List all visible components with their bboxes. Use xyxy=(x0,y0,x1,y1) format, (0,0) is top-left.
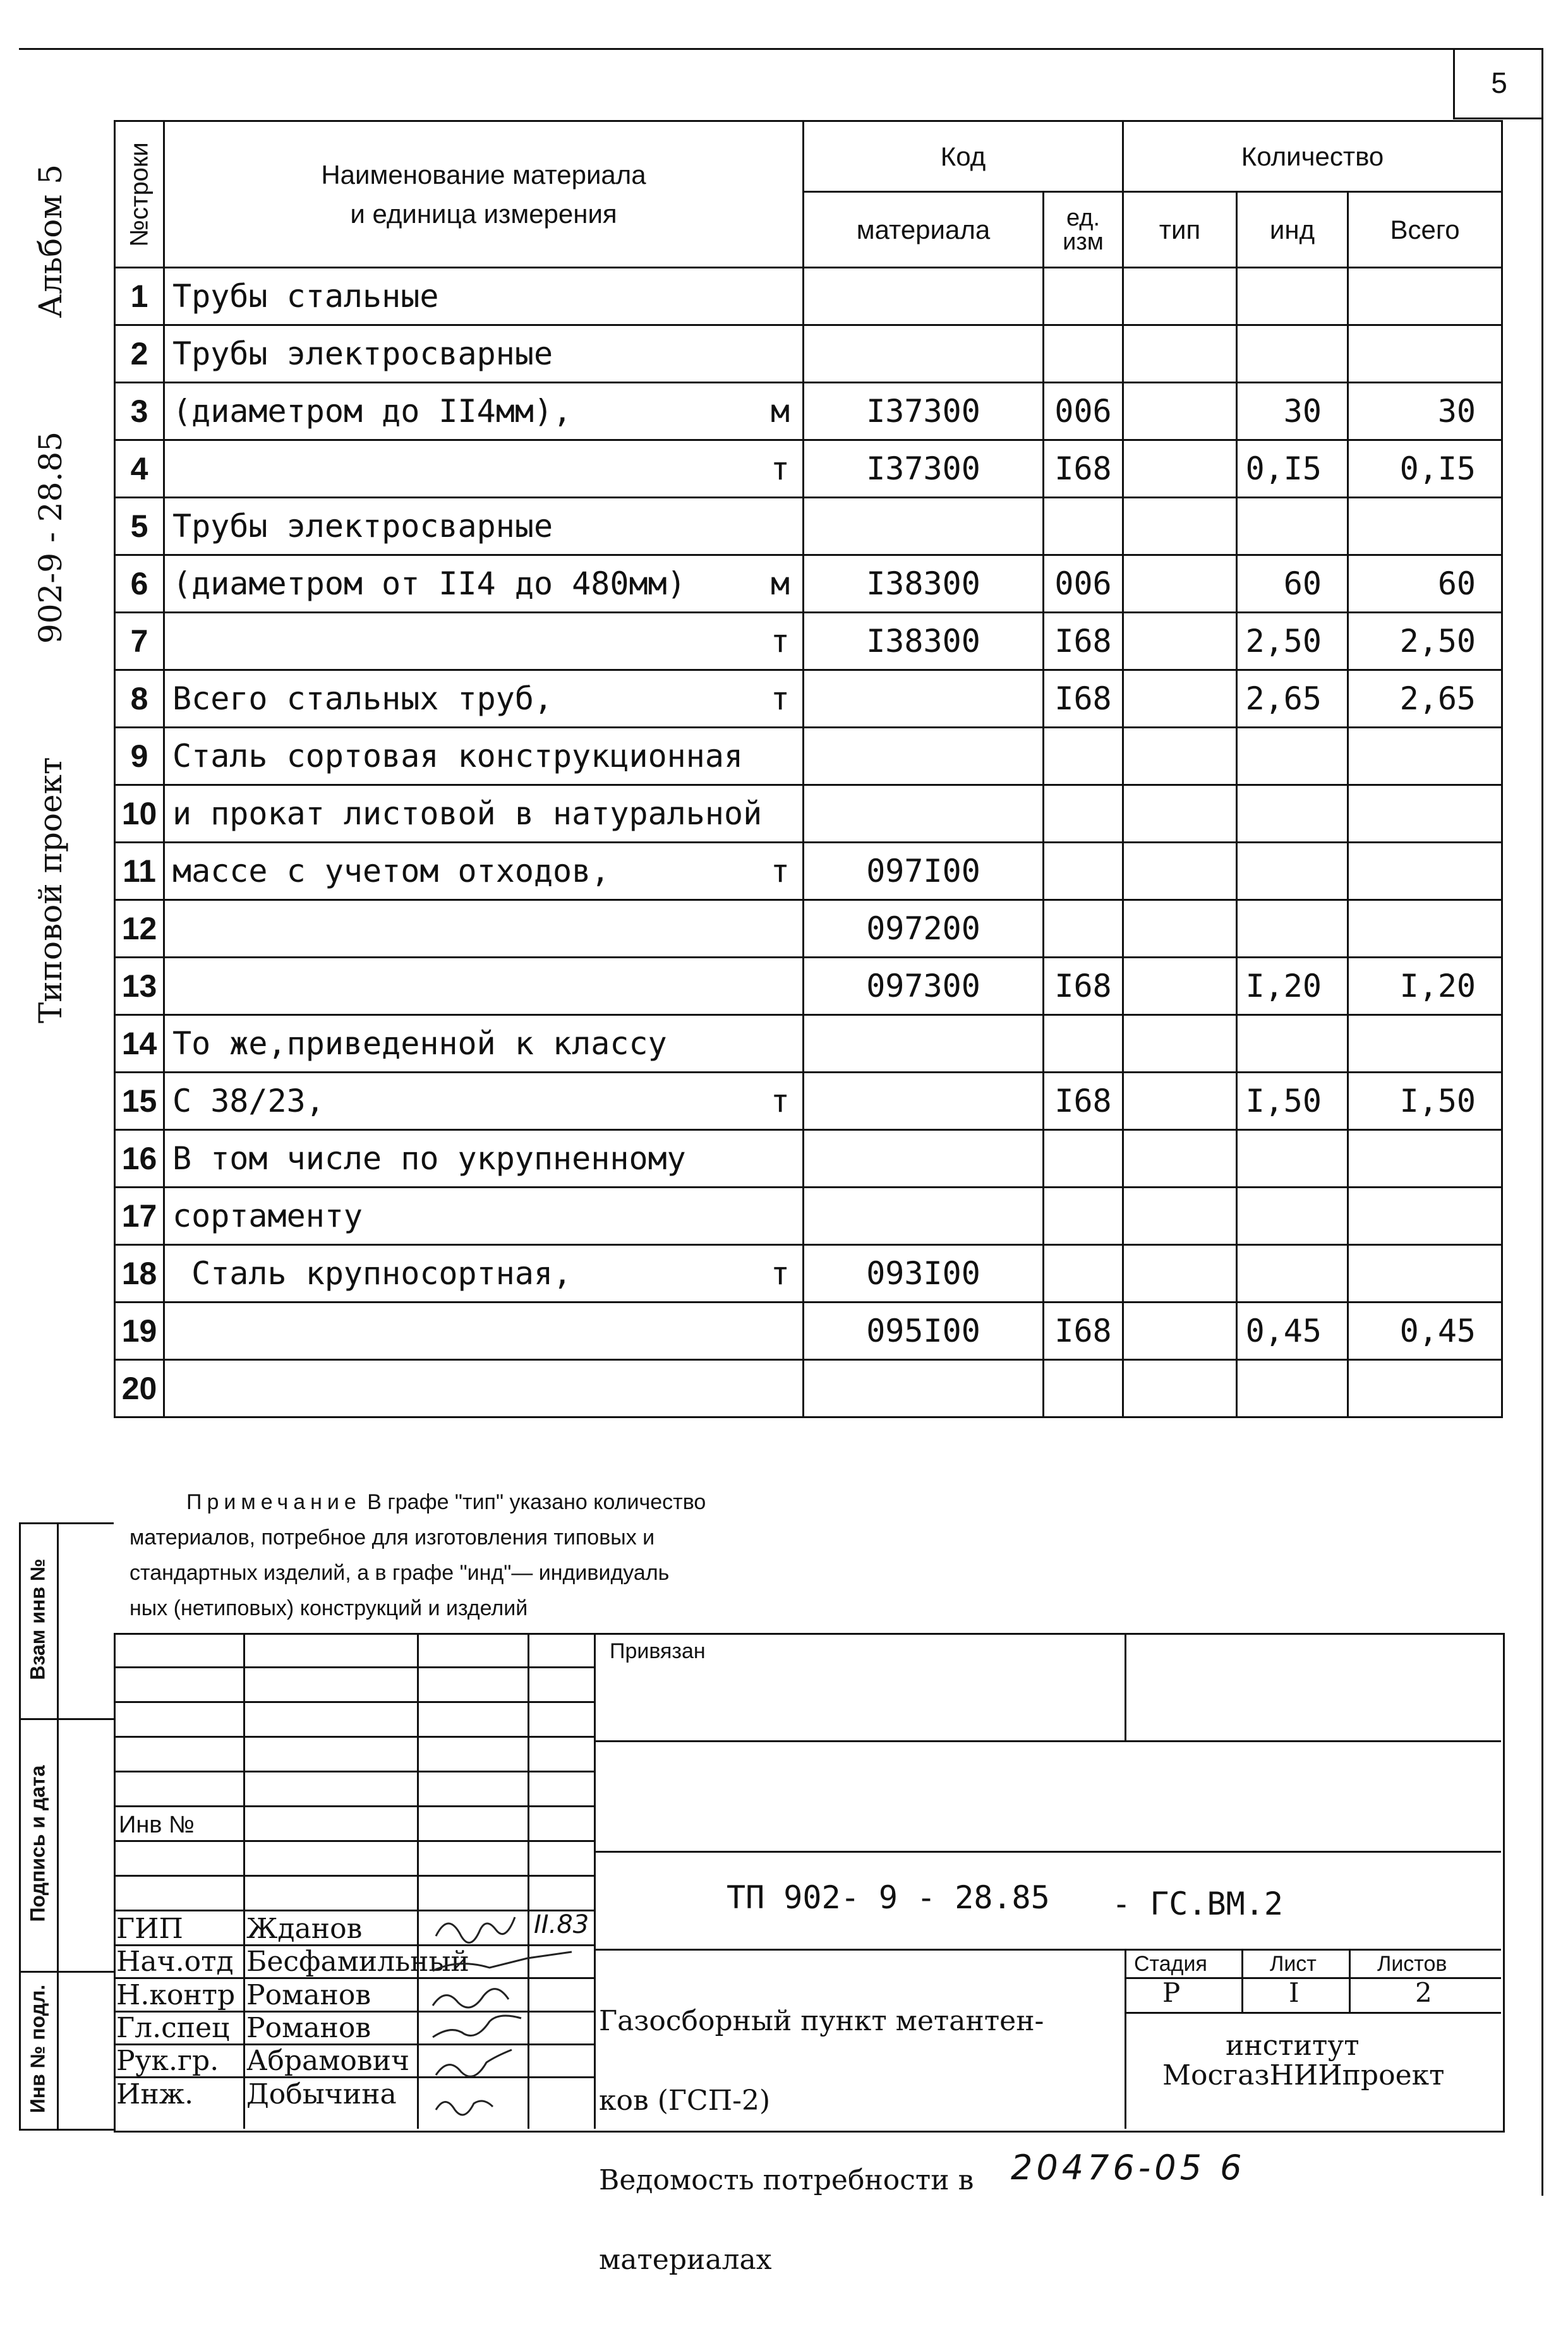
row-material-code: 097300 xyxy=(804,958,1044,1015)
row-qty-total: I,50 xyxy=(1348,1073,1502,1130)
row-name: сортаменту xyxy=(172,1198,363,1234)
row-number: 20 xyxy=(115,1360,164,1417)
row-qty-total xyxy=(1348,1015,1502,1073)
privyazan-label: Привязан xyxy=(610,1639,706,1663)
signer-name: Романов xyxy=(246,1979,371,2011)
row-qty-type xyxy=(1123,268,1237,325)
row-unit-code: 006 xyxy=(1044,555,1123,613)
row-material-code: 093I00 xyxy=(804,1245,1044,1303)
object-title-line3: Ведомость потребности в xyxy=(599,2164,974,2196)
table-row xyxy=(115,958,1502,1015)
table-row xyxy=(115,613,1502,670)
row-material-code xyxy=(804,268,1044,325)
note-line4: ных (нетиповых) конструкций и изделий xyxy=(130,1596,528,1620)
strip-label-replace-inv: Взам инв № xyxy=(26,1558,49,1680)
row-number: 19 xyxy=(115,1303,164,1360)
row-qty-total xyxy=(1348,785,1502,843)
row-number: 11 xyxy=(115,843,164,900)
table-row xyxy=(115,670,1502,728)
row-unit-code: I68 xyxy=(1044,440,1123,498)
sheets-label: Листов xyxy=(1377,1952,1447,1976)
row-unit-code xyxy=(1044,1015,1123,1073)
table-body xyxy=(115,268,1502,1417)
sheet-value: I xyxy=(1289,1977,1300,2008)
row-name: То же,приведенной к классу xyxy=(172,1025,667,1062)
row-qty-type xyxy=(1123,785,1237,843)
row-name-cell xyxy=(164,1303,804,1360)
row-qty-type xyxy=(1123,498,1237,555)
row-name: Трубы электросварные xyxy=(172,508,553,545)
row-qty-ind xyxy=(1237,785,1348,843)
row-name-cell xyxy=(164,555,804,613)
row-name: и прокат листовой в натуральной xyxy=(172,795,763,832)
side-stamp-right: Альбом 5 xyxy=(32,164,69,318)
row-qty-total: 30 xyxy=(1348,383,1502,440)
row-number: 6 xyxy=(115,555,164,613)
table-row xyxy=(115,1073,1502,1130)
signatures-drawing xyxy=(423,1911,588,2126)
org-line1: институт xyxy=(1226,2030,1360,2062)
note-line3: стандартных изделий, а в графе "инд"— индивидуаль xyxy=(130,1561,670,1585)
object-title-line1: Газосборный пункт метантен- xyxy=(599,2005,1044,2037)
row-qty-total xyxy=(1348,1188,1502,1245)
row-qty-type xyxy=(1123,325,1237,383)
row-qty-ind xyxy=(1237,1015,1348,1073)
row-number: 18 xyxy=(115,1245,164,1303)
signer-name: Жданов xyxy=(246,1913,363,1945)
table-row xyxy=(115,440,1502,498)
table-row xyxy=(115,1360,1502,1417)
row-number: 4 xyxy=(115,440,164,498)
row-qty-type xyxy=(1123,613,1237,670)
row-name-cell xyxy=(164,1360,804,1417)
row-name-cell xyxy=(164,843,804,900)
note xyxy=(130,1484,1077,1626)
row-name-cell xyxy=(164,383,804,440)
row-qty-total xyxy=(1348,1130,1502,1188)
side-stamp-middle: 902-9 - 28.85 xyxy=(32,431,69,644)
row-material-code xyxy=(804,325,1044,383)
table-row xyxy=(115,1130,1502,1188)
row-number: 13 xyxy=(115,958,164,1015)
row-qty-ind xyxy=(1237,1130,1348,1188)
table-row xyxy=(115,268,1502,325)
header-row-no: №строки xyxy=(115,121,164,268)
object-title-line4: материалах xyxy=(599,2244,772,2276)
row-qty-type xyxy=(1123,728,1237,785)
row-unit-code: I68 xyxy=(1044,670,1123,728)
table-row xyxy=(115,1245,1502,1303)
signer-role: Гл.спец xyxy=(116,2012,230,2044)
row-name: (диаметром от II4 до 480мм) xyxy=(172,565,686,602)
doc-code-suffix: - ГС.ВМ.2 xyxy=(1112,1886,1283,1922)
row-name: С 38/23, xyxy=(172,1083,325,1119)
row-unit-code xyxy=(1044,325,1123,383)
sheet-number: 5 xyxy=(1491,66,1507,99)
row-unit: м xyxy=(770,565,790,602)
row-qty-type xyxy=(1123,1245,1237,1303)
row-name-cell xyxy=(164,1188,804,1245)
signer-role: Н.контр xyxy=(116,1979,236,2011)
row-name: В том числе по укрупненному xyxy=(172,1140,686,1177)
row-material-code xyxy=(804,1015,1044,1073)
signer-role: Инж. xyxy=(116,2078,194,2110)
row-name-cell xyxy=(164,1130,804,1188)
signer-name: Добычина xyxy=(246,2078,397,2110)
table-row xyxy=(115,843,1502,900)
sheet-label: Лист xyxy=(1270,1952,1317,1976)
row-qty-ind: 0,I5 xyxy=(1237,440,1348,498)
row-name-cell xyxy=(164,325,804,383)
row-material-code: 095I00 xyxy=(804,1303,1044,1360)
table-row xyxy=(115,498,1502,555)
row-material-code xyxy=(804,1360,1044,1417)
row-number: 5 xyxy=(115,498,164,555)
row-qty-ind: 30 xyxy=(1237,383,1348,440)
row-unit-code: I68 xyxy=(1044,1303,1123,1360)
table-row xyxy=(115,325,1502,383)
row-qty-type xyxy=(1123,843,1237,900)
header-qty-ind: инд xyxy=(1237,192,1348,268)
row-name-cell xyxy=(164,670,804,728)
row-number: 7 xyxy=(115,613,164,670)
row-number: 14 xyxy=(115,1015,164,1073)
stage-value: Р xyxy=(1162,1977,1181,2008)
strip-label-signature-date: Подпись и дата xyxy=(26,1765,49,1922)
row-unit-code xyxy=(1044,1188,1123,1245)
row-material-code xyxy=(804,498,1044,555)
row-material-code xyxy=(804,670,1044,728)
row-name-cell xyxy=(164,613,804,670)
row-unit-code xyxy=(1044,1245,1123,1303)
row-qty-ind: 0,45 xyxy=(1237,1303,1348,1360)
table-row xyxy=(115,728,1502,785)
signer-name: Бесфамильный xyxy=(246,1946,469,1978)
row-unit: т xyxy=(770,680,790,717)
row-number: 15 xyxy=(115,1073,164,1130)
row-name: Сталь сортовая конструкционная xyxy=(172,738,744,774)
right-border-line xyxy=(1541,48,1543,2196)
row-name-cell xyxy=(164,1245,804,1303)
header-quantity: Количество xyxy=(1123,121,1502,192)
row-name-cell xyxy=(164,268,804,325)
row-material-code xyxy=(804,785,1044,843)
row-unit-code xyxy=(1044,843,1123,900)
row-unit-code xyxy=(1044,1360,1123,1417)
row-qty-type xyxy=(1123,1303,1237,1360)
row-material-code: 097I00 xyxy=(804,843,1044,900)
note-heading: Примечание xyxy=(186,1490,361,1514)
row-qty-type xyxy=(1123,1360,1237,1417)
row-qty-total: 60 xyxy=(1348,555,1502,613)
row-qty-ind xyxy=(1237,1188,1348,1245)
row-qty-ind xyxy=(1237,1245,1348,1303)
row-name: (диаметром до II4мм), xyxy=(172,393,572,430)
table-row xyxy=(115,1303,1502,1360)
row-qty-total xyxy=(1348,325,1502,383)
signer-role: ГИП xyxy=(116,1913,183,1945)
header-code-unit: ед. изм xyxy=(1044,192,1123,268)
top-border-line xyxy=(19,48,1541,50)
header-qty-type: тип xyxy=(1123,192,1237,268)
row-qty-total xyxy=(1348,900,1502,958)
row-unit-code: I68 xyxy=(1044,613,1123,670)
row-qty-ind xyxy=(1237,325,1348,383)
row-unit: т xyxy=(770,1255,790,1292)
row-number: 16 xyxy=(115,1130,164,1188)
row-qty-ind: I,50 xyxy=(1237,1073,1348,1130)
table-row xyxy=(115,1015,1502,1073)
row-qty-total: 2,50 xyxy=(1348,613,1502,670)
row-number: 3 xyxy=(115,383,164,440)
org-line2: МосгазНИИпроект xyxy=(1162,2059,1445,2091)
row-name: Всего стальных труб, xyxy=(172,680,553,717)
row-unit-code: I68 xyxy=(1044,1073,1123,1130)
header-code: Код xyxy=(804,121,1123,192)
row-qty-type xyxy=(1123,670,1237,728)
row-qty-type xyxy=(1123,1015,1237,1073)
doc-code: ТП 902- 9 - 28.85 xyxy=(727,1879,1050,1916)
row-qty-total xyxy=(1348,843,1502,900)
row-qty-type xyxy=(1123,958,1237,1015)
side-stamp xyxy=(25,164,76,1023)
row-qty-ind xyxy=(1237,1360,1348,1417)
object-title xyxy=(599,1955,1044,2326)
table-row xyxy=(115,785,1502,843)
header-code-material: материала xyxy=(804,192,1044,268)
row-qty-total: 0,45 xyxy=(1348,1303,1502,1360)
row-name: Трубы стальные xyxy=(172,278,439,315)
row-number: 17 xyxy=(115,1188,164,1245)
row-number: 12 xyxy=(115,900,164,958)
row-unit-code: 006 xyxy=(1044,383,1123,440)
row-unit-code xyxy=(1044,728,1123,785)
row-qty-type xyxy=(1123,900,1237,958)
row-unit: т xyxy=(770,1083,790,1119)
row-qty-type xyxy=(1123,1073,1237,1130)
note-line2: материалов, потребное для изготовления типовых и xyxy=(130,1526,655,1550)
row-name-cell xyxy=(164,498,804,555)
signer-name: Абрамович xyxy=(246,2045,410,2077)
row-qty-total: I,20 xyxy=(1348,958,1502,1015)
row-unit-code: I68 xyxy=(1044,958,1123,1015)
header-qty-total: Всего xyxy=(1348,192,1502,268)
row-material-code: 097200 xyxy=(804,900,1044,958)
row-name-cell xyxy=(164,728,804,785)
row-material-code xyxy=(804,1188,1044,1245)
row-qty-ind xyxy=(1237,843,1348,900)
row-unit: м xyxy=(770,393,790,430)
row-qty-ind: 2,65 xyxy=(1237,670,1348,728)
row-name-cell xyxy=(164,900,804,958)
inv-no-label: Инв № xyxy=(119,1812,195,1838)
stage-label: Стадия xyxy=(1134,1952,1207,1976)
row-name-cell xyxy=(164,440,804,498)
row-name-cell xyxy=(164,1073,804,1130)
header-name: Наименование материала и единица измерения xyxy=(164,121,804,268)
row-unit: т xyxy=(770,623,790,659)
row-qty-ind: 60 xyxy=(1237,555,1348,613)
row-material-code: I38300 xyxy=(804,555,1044,613)
strip-label-orig-inv: Инв № подл. xyxy=(26,1984,49,2114)
sheets-value: 2 xyxy=(1415,1977,1432,2008)
row-name: массе с учетом отходов, xyxy=(172,853,610,889)
row-number: 2 xyxy=(115,325,164,383)
row-unit: т xyxy=(770,450,790,487)
row-unit: т xyxy=(770,853,790,889)
row-material-code: I37300 xyxy=(804,383,1044,440)
row-material-code xyxy=(804,1130,1044,1188)
table-row xyxy=(115,900,1502,958)
row-qty-ind xyxy=(1237,268,1348,325)
row-qty-type xyxy=(1123,1188,1237,1245)
signer-role: Рук.гр. xyxy=(116,2045,219,2077)
row-unit-code xyxy=(1044,1130,1123,1188)
row-material-code: I37300 xyxy=(804,440,1044,498)
row-qty-ind xyxy=(1237,728,1348,785)
row-name: Трубы электросварные xyxy=(172,335,553,372)
row-qty-type xyxy=(1123,383,1237,440)
table-row xyxy=(115,1188,1502,1245)
table-row xyxy=(115,383,1502,440)
row-material-code: I38300 xyxy=(804,613,1044,670)
row-qty-ind xyxy=(1237,498,1348,555)
row-qty-total xyxy=(1348,498,1502,555)
row-unit-code xyxy=(1044,900,1123,958)
row-name: Сталь крупносортная, xyxy=(172,1255,572,1292)
row-unit-code xyxy=(1044,268,1123,325)
row-material-code xyxy=(804,728,1044,785)
row-qty-ind xyxy=(1237,900,1348,958)
side-stamp-left: Типовой проект xyxy=(32,757,69,1023)
row-number: 9 xyxy=(115,728,164,785)
row-number: 10 xyxy=(115,785,164,843)
row-number: 1 xyxy=(115,268,164,325)
row-qty-ind: 2,50 xyxy=(1237,613,1348,670)
row-qty-type xyxy=(1123,1130,1237,1188)
materials-table xyxy=(114,120,1503,1418)
sign-date: II.83 xyxy=(534,1910,589,1939)
row-unit-code xyxy=(1044,498,1123,555)
row-qty-total xyxy=(1348,1360,1502,1417)
row-qty-ind: I,20 xyxy=(1237,958,1348,1015)
row-name-cell xyxy=(164,958,804,1015)
note-line1: В графе "тип" указано количество xyxy=(367,1490,706,1514)
row-qty-total xyxy=(1348,1245,1502,1303)
row-unit-code xyxy=(1044,785,1123,843)
archive-number: 20476-05 6 xyxy=(1011,2148,1246,2188)
row-qty-type xyxy=(1123,440,1237,498)
row-qty-total xyxy=(1348,728,1502,785)
object-title-line2: ков (ГСП-2) xyxy=(599,2085,771,2117)
row-name-cell xyxy=(164,785,804,843)
row-name-cell xyxy=(164,1015,804,1073)
row-qty-total: 2,65 xyxy=(1348,670,1502,728)
sheet-number-box xyxy=(1453,48,1543,119)
signer-role: Нач.отд xyxy=(116,1946,234,1978)
row-qty-type xyxy=(1123,555,1237,613)
signer-name: Романов xyxy=(246,2012,371,2044)
row-number: 8 xyxy=(115,670,164,728)
row-qty-total: 0,I5 xyxy=(1348,440,1502,498)
row-material-code xyxy=(804,1073,1044,1130)
row-qty-total xyxy=(1348,268,1502,325)
table-row xyxy=(115,555,1502,613)
